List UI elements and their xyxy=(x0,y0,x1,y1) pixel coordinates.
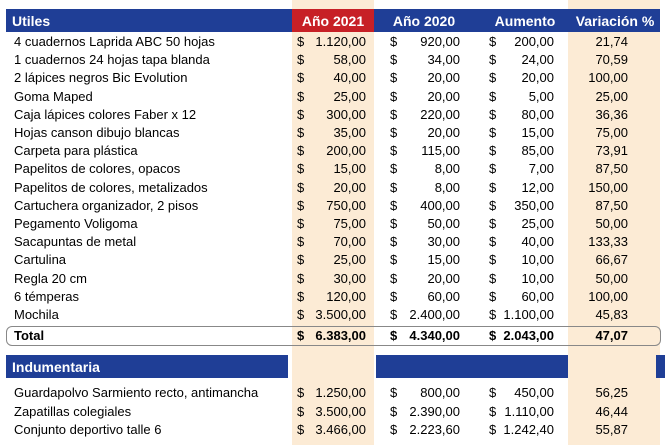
currency-symbol: $ xyxy=(489,52,497,68)
amount-aumento: 350,00 xyxy=(514,197,554,213)
amount-2021: 58,00 xyxy=(333,52,366,68)
variacion-percent: 50,00 xyxy=(595,216,628,231)
item-description: Papelitos de colores, opacos xyxy=(14,161,181,177)
amount-2021: 300,00 xyxy=(326,106,366,122)
amount-2021: 1.250,00 xyxy=(315,385,366,400)
currency-symbol: $ xyxy=(489,106,497,122)
currency-symbol: $ xyxy=(297,143,305,159)
amount-2021: 35,00 xyxy=(333,125,366,140)
currency-symbol: $ xyxy=(489,422,497,438)
item-description: Sacapuntas de metal xyxy=(14,234,137,250)
variacion-percent: 66,67 xyxy=(595,252,628,268)
amount-2020: 30,00 xyxy=(427,234,460,250)
currency-symbol: $ xyxy=(489,88,497,104)
amount-aumento: 7,00 xyxy=(528,161,554,177)
table-row xyxy=(0,106,665,124)
currency-symbol: $ xyxy=(390,34,398,49)
indumentaria-header-bar xyxy=(6,355,288,378)
item-description: Papelitos de colores, metalizados xyxy=(14,179,208,195)
currency-symbol: $ xyxy=(297,270,305,286)
table-row xyxy=(0,270,665,288)
table-row xyxy=(0,306,665,324)
item-description: Regla 20 cm xyxy=(14,270,87,286)
table-row xyxy=(0,251,665,269)
currency-symbol: $ xyxy=(297,106,305,122)
amount-2021: 15,00 xyxy=(333,161,366,177)
currency-symbol: $ xyxy=(390,125,398,140)
variacion-percent: 56,25 xyxy=(595,385,628,400)
currency-symbol: $ xyxy=(390,403,398,419)
item-description: Mochila xyxy=(14,307,59,322)
table-row xyxy=(0,403,665,421)
amount-2020: 20,00 xyxy=(427,88,460,104)
amount-aumento: 85,00 xyxy=(521,143,554,159)
table-row xyxy=(0,288,665,306)
table-row xyxy=(0,160,665,178)
currency-symbol: $ xyxy=(390,385,398,400)
amount-2020: 20,00 xyxy=(427,270,460,286)
amount-aumento: 12,00 xyxy=(521,179,554,195)
variacion-percent: 100,00 xyxy=(588,70,628,86)
currency-symbol: $ xyxy=(390,179,398,195)
amount-2021: 1.120,00 xyxy=(315,34,366,49)
amount-2020: 800,00 xyxy=(420,385,460,400)
total-2021: 6.383,00 xyxy=(315,328,366,343)
currency-symbol: $ xyxy=(297,252,305,268)
currency-symbol: $ xyxy=(489,385,497,400)
amount-aumento: 80,00 xyxy=(521,106,554,122)
amount-aumento: 5,00 xyxy=(528,88,554,104)
currency-symbol: $ xyxy=(390,216,398,231)
amount-2020: 220,00 xyxy=(420,106,460,122)
currency-symbol: $ xyxy=(297,328,305,343)
currency-symbol: $ xyxy=(390,143,398,159)
currency-symbol: $ xyxy=(489,143,497,159)
table-row xyxy=(0,179,665,197)
amount-aumento: 60,00 xyxy=(521,288,554,304)
variacion-percent: 25,00 xyxy=(595,88,628,104)
item-description: 6 témperas xyxy=(14,288,80,304)
variacion-percent: 45,83 xyxy=(595,307,628,322)
currency-symbol: $ xyxy=(297,161,305,177)
amount-aumento: 10,00 xyxy=(521,252,554,268)
item-description: Conjunto deportivo talle 6 xyxy=(14,422,162,438)
amount-aumento: 10,00 xyxy=(521,270,554,286)
currency-symbol: $ xyxy=(390,106,398,122)
amount-2020: 20,00 xyxy=(427,70,460,86)
indumentaria-header-bar-middle xyxy=(376,355,568,378)
total-aumento: 2.043,00 xyxy=(503,328,554,343)
currency-symbol: $ xyxy=(489,328,497,343)
amount-aumento: 1.100,00 xyxy=(503,307,554,322)
amount-2020: 400,00 xyxy=(420,197,460,213)
item-description: Cartuchera organizador, 2 pisos xyxy=(14,197,199,213)
currency-symbol: $ xyxy=(489,179,497,195)
amount-2020: 2.400,00 xyxy=(409,307,460,322)
amount-2021: 25,00 xyxy=(333,252,366,268)
currency-symbol: $ xyxy=(489,307,497,322)
currency-symbol: $ xyxy=(297,422,305,438)
currency-symbol: $ xyxy=(489,161,497,177)
variacion-percent: 150,00 xyxy=(588,179,628,195)
currency-symbol: $ xyxy=(489,197,497,213)
amount-aumento: 200,00 xyxy=(514,34,554,49)
amount-2020: 8,00 xyxy=(434,161,460,177)
currency-symbol: $ xyxy=(390,422,398,438)
item-description: Carpeta para plástica xyxy=(14,143,138,159)
variacion-percent: 87,50 xyxy=(595,197,628,213)
currency-symbol: $ xyxy=(390,270,398,286)
currency-symbol: $ xyxy=(390,197,398,213)
header-ano-2020: Año 2020 xyxy=(392,12,456,29)
section-title-indumentaria: Indumentaria xyxy=(12,358,100,375)
currency-symbol: $ xyxy=(390,52,398,68)
currency-symbol: $ xyxy=(489,234,497,250)
amount-2021: 750,00 xyxy=(326,197,366,213)
amount-2020: 2.223,60 xyxy=(409,422,460,438)
table-row xyxy=(0,142,665,160)
amount-aumento: 15,00 xyxy=(521,125,554,140)
header-ano-2021: Año 2021 xyxy=(292,9,374,32)
variacion-percent: 70,59 xyxy=(595,52,628,68)
variacion-percent: 50,00 xyxy=(595,270,628,286)
amount-2020: 115,00 xyxy=(421,143,460,159)
currency-symbol: $ xyxy=(489,34,497,49)
item-description: 4 cuadernos Laprida ABC 50 hojas xyxy=(14,34,215,49)
amount-aumento: 450,00 xyxy=(514,385,554,400)
currency-symbol: $ xyxy=(297,52,305,68)
variacion-percent: 36,36 xyxy=(595,106,628,122)
variacion-percent: 46,44 xyxy=(595,403,628,419)
amount-2021: 30,00 xyxy=(333,270,366,286)
table-row xyxy=(0,33,665,51)
currency-symbol: $ xyxy=(390,234,398,250)
amount-2020: 15,00 xyxy=(427,252,460,268)
currency-symbol: $ xyxy=(297,88,305,104)
currency-symbol: $ xyxy=(489,270,497,286)
amount-2020: 920,00 xyxy=(420,34,460,49)
currency-symbol: $ xyxy=(390,288,398,304)
currency-symbol: $ xyxy=(297,234,305,250)
currency-symbol: $ xyxy=(297,34,305,49)
currency-symbol: $ xyxy=(390,161,398,177)
table-row xyxy=(0,88,665,106)
currency-symbol: $ xyxy=(390,88,398,104)
currency-symbol: $ xyxy=(297,125,305,140)
currency-symbol: $ xyxy=(390,252,398,268)
amount-2021: 70,00 xyxy=(333,234,366,250)
variacion-percent: 55,87 xyxy=(595,422,628,438)
amount-aumento: 24,00 xyxy=(521,52,554,68)
currency-symbol: $ xyxy=(489,252,497,268)
total-variacion: 47,07 xyxy=(595,328,628,343)
header-variacion: Variación % xyxy=(575,12,655,29)
amount-2021: 120,00 xyxy=(326,288,366,304)
item-description: Guardapolvo Sarmiento recto, antimancha xyxy=(14,385,259,400)
amount-2020: 20,00 xyxy=(427,125,460,140)
item-description: Cartulina xyxy=(14,252,67,268)
currency-symbol: $ xyxy=(390,307,398,322)
currency-symbol: $ xyxy=(297,307,305,322)
variacion-percent: 21,74 xyxy=(595,34,628,49)
variacion-percent: 73,91 xyxy=(595,143,628,159)
currency-symbol: $ xyxy=(297,288,305,304)
amount-aumento: 40,00 xyxy=(521,234,554,250)
table-row xyxy=(0,124,665,142)
amount-2020: 60,00 xyxy=(427,288,460,304)
item-description: Pegamento Voligoma xyxy=(14,216,138,231)
table-row xyxy=(0,384,665,402)
variacion-percent: 100,00 xyxy=(588,288,628,304)
amount-2021: 200,00 xyxy=(326,143,366,159)
currency-symbol: $ xyxy=(297,403,305,419)
currency-symbol: $ xyxy=(297,216,305,231)
utiles-header-bar xyxy=(6,9,660,32)
amount-aumento: 1.110,00 xyxy=(504,403,554,419)
amount-2021: 75,00 xyxy=(333,216,366,231)
currency-symbol: $ xyxy=(297,197,305,213)
variacion-percent: 87,50 xyxy=(595,161,628,177)
amount-2020: 34,00 xyxy=(427,52,460,68)
variacion-percent: 133,33 xyxy=(588,234,628,250)
currency-symbol: $ xyxy=(489,403,497,419)
currency-symbol: $ xyxy=(297,179,305,195)
currency-symbol: $ xyxy=(489,288,497,304)
item-description: 1 cuadernos 24 hojas tapa blanda xyxy=(14,52,210,68)
currency-symbol: $ xyxy=(390,70,398,86)
amount-2020: 2.390,00 xyxy=(409,403,460,419)
amount-aumento: 1.242,40 xyxy=(503,422,554,438)
table-row xyxy=(0,69,665,87)
table-row xyxy=(0,215,665,233)
amount-aumento: 20,00 xyxy=(521,70,554,86)
amount-2020: 8,00 xyxy=(434,179,460,195)
currency-symbol: $ xyxy=(489,125,497,140)
amount-2021: 25,00 xyxy=(333,88,366,104)
amount-aumento: 25,00 xyxy=(521,216,554,231)
item-description: Hojas canson dibujo blancas xyxy=(14,125,180,140)
table-row xyxy=(0,197,665,215)
amount-2021: 3.500,00 xyxy=(315,403,366,419)
indumentaria-header-bar-right xyxy=(656,355,665,378)
table-row xyxy=(0,421,665,439)
currency-symbol: $ xyxy=(297,70,305,86)
currency-symbol: $ xyxy=(489,70,497,86)
total-label: Total xyxy=(14,328,45,343)
variacion-percent: 75,00 xyxy=(595,125,628,140)
total-2020: 4.340,00 xyxy=(409,328,460,343)
total-row xyxy=(0,327,665,345)
currency-symbol: $ xyxy=(489,216,497,231)
amount-2021: 40,00 xyxy=(333,70,366,86)
amount-2020: 50,00 xyxy=(427,216,460,231)
amount-2021: 20,00 xyxy=(333,179,366,195)
header-aumento: Aumento xyxy=(494,12,556,29)
table-row xyxy=(0,233,665,251)
item-description: 2 lápices negros Bic Evolution xyxy=(14,70,188,86)
item-description: Goma Maped xyxy=(14,88,93,104)
section-title-utiles: Utiles xyxy=(12,12,51,29)
table-row xyxy=(0,51,665,69)
amount-2021: 3.500,00 xyxy=(315,307,366,322)
currency-symbol: $ xyxy=(297,385,305,400)
item-description: Caja lápices colores Faber x 12 xyxy=(14,106,197,122)
currency-symbol: $ xyxy=(390,328,398,343)
item-description: Zapatillas colegiales xyxy=(14,403,132,419)
amount-2021: 3.466,00 xyxy=(315,422,366,438)
